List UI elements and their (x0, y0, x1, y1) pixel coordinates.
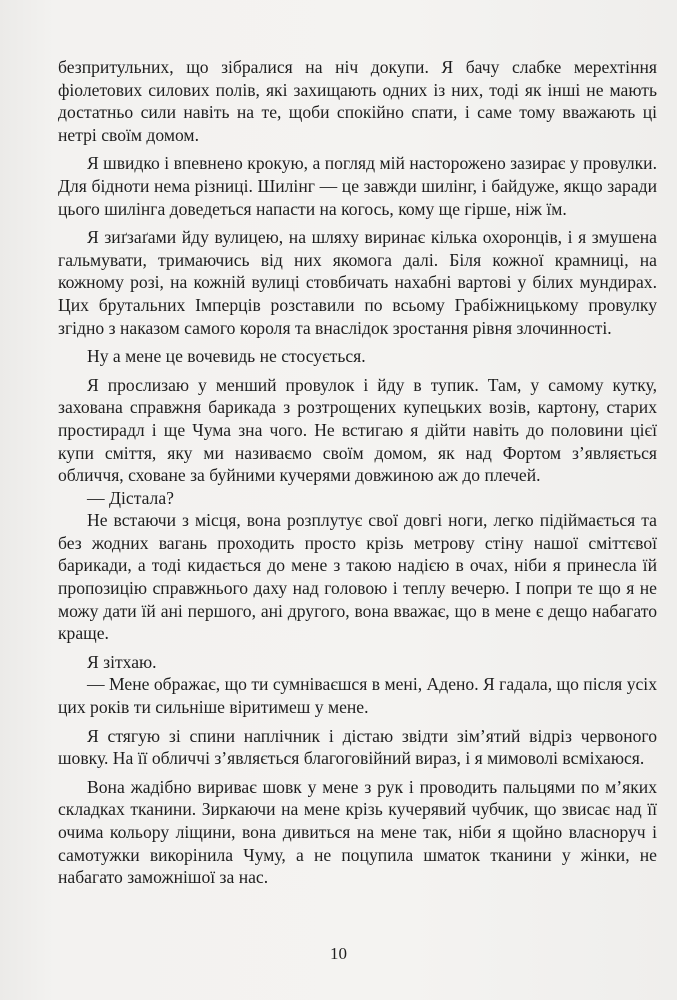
paragraph: Вона жадібно вириває шовк у мене з рук і проводить пальцями по м’яких складках тканини. Зиркаючи на мене крізь кучерявий чубчик, що звисає над її очима кольору ліщини, вона дивиться на мене так, ніби я щойно власноруч і самотужки викорінила Чуму, а не поцупила шматок тканини у жінки, не набагато заможнішої за нас. (58, 776, 657, 888)
paragraph: Я швидко і впевнено крокую, а погляд мій насторожено зазирає у провулки. Для бідноти нема різниці. Шилінг — це завжди шилінг, і байдуже, якщо заради цього шилінга доведеться напасти на когось, кому ще гірше, ніж їм. (58, 153, 657, 219)
paragraph: безпритульних, що зібралися на ніч докупи. Я бачу слабке мерехтіння фіолетових силових полів, які захищають одних із них, тоді як інші не мають достатньо сили навіть на те, щоби спокійно спати, і саме тому вважають ці нетрі своїм домом. (58, 57, 657, 145)
paragraph: Я зиґзаґами йду вулицею, на шляху виринає кілька охоронців, і я змушена гальмувати, тримаючись від них якомога далі. Біля кожної крамниці, на кожному розі, на кожній вулиці стовбичать нахабні вартові у білих мундирах. Цих брутальних Імперців розставили по всьому Грабіжницькому провулку згідно з наказом самого короля та внаслідок зростання рівня злочинності. (58, 227, 657, 338)
paragraph: Я прослизаю у менший провулок і йду в тупик. Там, у самому кутку, захована справжня барикада з розтрощених купецьких возів, картону, старих простирадл і ще Чума зна чого. Не встигаю я дійти навіть до половини цієї купи сміття, яку ми називаємо своїм домом, як над Фортом з’являється обличчя, сховане за буйними кучерями довжиною аж до плечей. (58, 374, 657, 486)
paragraph: Я зітхаю. (87, 651, 157, 672)
paragraph: Я стягую зі спини наплічник і дістаю звідти зім’ятий відріз червоного шовку. На її обличчі з’являється благоговійний вираз, і я мимоволі всміхаюся. (58, 725, 657, 769)
paragraph: Не встаючи з місця, вона розплутує свої довгі ноги, легко підіймається та без жодних вагань проходить просто крізь метрову стіну нашої сміттєвої барикади, а тоді кидається до мене з такою надією в очах, ніби я принесла їй пропозицію справжнього даху над головою і теплу вечерю. І попри те що я не можу дати їй ані першого, ані другого, вона вважає, що в мене є дещо набагато краще. (58, 510, 657, 644)
paragraph: Ну а мене це вочевидь не стосується. (87, 346, 366, 367)
body-text (58, 56, 657, 889)
dialogue-line: — Мене ображає, що ти сумніваєшся в мені, Адено. Я гадала, що після усіх цих років ти сильніше віритимеш у мене. (58, 674, 657, 718)
dialogue-line: — Дістала? (87, 487, 174, 508)
page-number: 10 (330, 944, 347, 963)
